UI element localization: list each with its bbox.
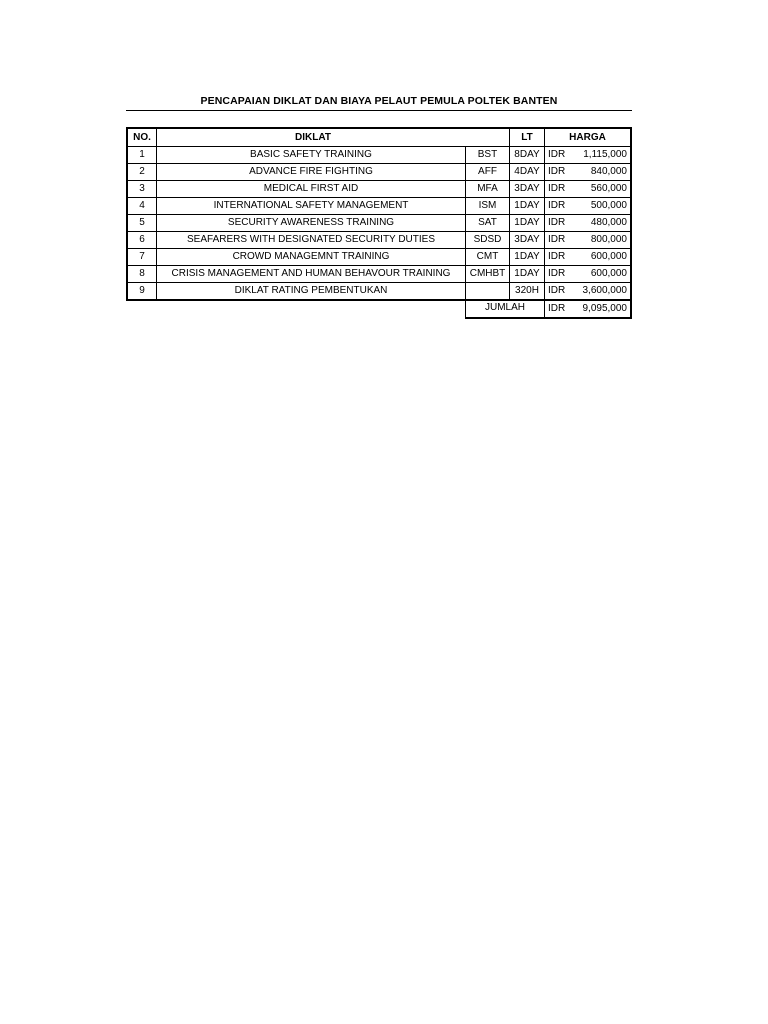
row-duration: 8DAY: [510, 147, 545, 164]
table-row: [127, 249, 631, 266]
row-code: AFF: [466, 164, 510, 181]
row-number: 9: [127, 283, 157, 301]
row-currency: IDR: [545, 232, 572, 249]
row-diklat-name: ADVANCE FIRE FIGHTING: [157, 164, 466, 181]
table-row: [127, 147, 631, 164]
row-diklat-name: CRISIS MANAGEMENT AND HUMAN BEHAVOUR TRAINING: [157, 266, 466, 283]
row-diklat-name: SEAFARERS WITH DESIGNATED SECURITY DUTIES: [157, 232, 466, 249]
table-row: [127, 266, 631, 283]
row-amount: 3,600,000: [571, 283, 631, 301]
table-row: [127, 164, 631, 181]
row-code: CMT: [466, 249, 510, 266]
training-cost-table: [126, 127, 632, 319]
row-code: SDSD: [466, 232, 510, 249]
row-number: 7: [127, 249, 157, 266]
table-row: [127, 232, 631, 249]
row-number: 4: [127, 198, 157, 215]
row-amount: 840,000: [571, 164, 631, 181]
header-no: NO.: [127, 128, 157, 147]
row-currency: IDR: [545, 266, 572, 283]
title-underline: [126, 110, 632, 111]
row-currency: IDR: [545, 164, 572, 181]
row-code: CMHBT: [466, 266, 510, 283]
row-amount: 560,000: [571, 181, 631, 198]
row-currency: IDR: [545, 181, 572, 198]
row-code: MFA: [466, 181, 510, 198]
table-row: [127, 181, 631, 198]
row-duration: 3DAY: [510, 232, 545, 249]
row-currency: IDR: [545, 215, 572, 232]
page-title: PENCAPAIAN DIKLAT DAN BIAYA PELAUT PEMULA POLTEK BANTEN: [200, 95, 558, 107]
row-amount: 500,000: [571, 198, 631, 215]
row-duration: 1DAY: [510, 249, 545, 266]
table-row: [127, 198, 631, 215]
row-duration: 1DAY: [510, 215, 545, 232]
row-amount: 600,000: [571, 249, 631, 266]
row-duration: 320H: [510, 283, 545, 301]
row-diklat-name: DIKLAT RATING PEMBENTUKAN: [157, 283, 466, 301]
table-total-row: [127, 300, 631, 318]
row-number: 1: [127, 147, 157, 164]
row-code: BST: [466, 147, 510, 164]
table-row: [127, 283, 631, 301]
row-currency: IDR: [545, 249, 572, 266]
row-duration: 1DAY: [510, 266, 545, 283]
total-amount: 9,095,000: [571, 300, 631, 318]
row-diklat-name: SECURITY AWARENESS TRAINING: [157, 215, 466, 232]
row-code: [466, 283, 510, 301]
row-number: 3: [127, 181, 157, 198]
row-duration: 4DAY: [510, 164, 545, 181]
row-amount: 480,000: [571, 215, 631, 232]
total-label: JUMLAH: [466, 300, 545, 318]
row-amount: 1,115,000: [571, 147, 631, 164]
header-harga: HARGA: [545, 128, 632, 147]
row-diklat-name: CROWD MANAGEMNT TRAINING: [157, 249, 466, 266]
row-amount: 800,000: [571, 232, 631, 249]
row-diklat-name: BASIC SAFETY TRAINING: [157, 147, 466, 164]
header-diklat: DIKLAT: [157, 128, 510, 147]
row-currency: IDR: [545, 283, 572, 301]
row-diklat-name: INTERNATIONAL SAFETY MANAGEMENT: [157, 198, 466, 215]
row-duration: 3DAY: [510, 181, 545, 198]
row-code: ISM: [466, 198, 510, 215]
row-duration: 1DAY: [510, 198, 545, 215]
total-currency: IDR: [545, 300, 572, 318]
row-number: 2: [127, 164, 157, 181]
row-currency: IDR: [545, 198, 572, 215]
row-code: SAT: [466, 215, 510, 232]
row-number: 5: [127, 215, 157, 232]
row-diklat-name: MEDICAL FIRST AID: [157, 181, 466, 198]
table-header-row: [127, 128, 631, 147]
row-currency: IDR: [545, 147, 572, 164]
header-lt: LT: [510, 128, 545, 147]
row-number: 6: [127, 232, 157, 249]
table-row: [127, 215, 631, 232]
row-amount: 600,000: [571, 266, 631, 283]
row-number: 8: [127, 266, 157, 283]
total-spacer: [127, 300, 466, 318]
